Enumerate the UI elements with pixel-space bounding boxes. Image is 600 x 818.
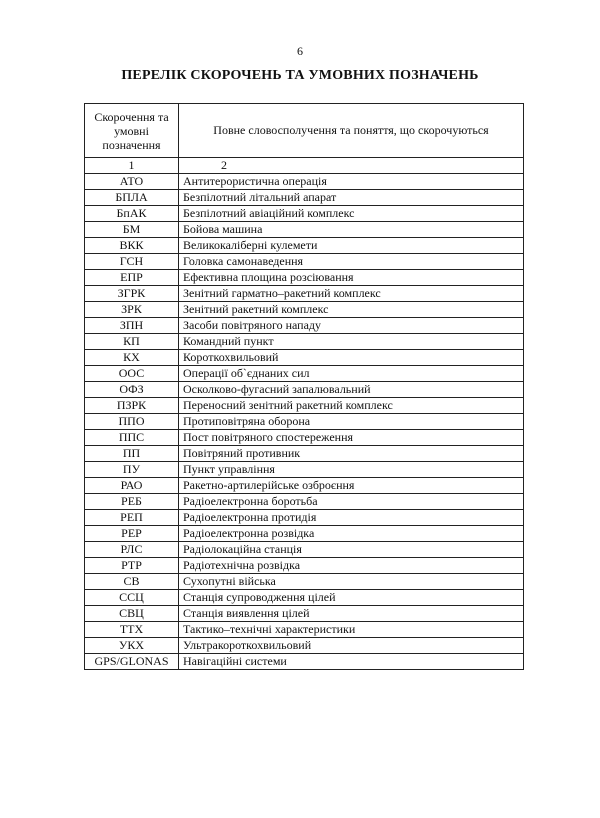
full-term-cell: Сухопутні війська: [179, 574, 524, 590]
table-row: [85, 430, 524, 446]
abbreviation-cell: ЗПН: [85, 318, 179, 334]
abbreviation-cell: ППО: [85, 414, 179, 430]
abbreviation-cell: РТР: [85, 558, 179, 574]
abbreviation-cell: СВ: [85, 574, 179, 590]
table-row: [85, 382, 524, 398]
abbreviation-cell: ЗГРК: [85, 286, 179, 302]
abbreviation-cell: РАО: [85, 478, 179, 494]
header-full-term: Повне словосполучення та поняття, що скорочуються: [179, 104, 524, 158]
table-row: [85, 350, 524, 366]
abbreviation-cell: ПУ: [85, 462, 179, 478]
table-row: [85, 462, 524, 478]
full-term-cell: Короткохвильовий: [179, 350, 524, 366]
column-numbering-row: [85, 158, 524, 174]
full-term-cell: Ефективна площина розсіювання: [179, 270, 524, 286]
table-row: [85, 206, 524, 222]
full-term-cell: Повітряний противник: [179, 446, 524, 462]
table-header-row: [85, 104, 524, 158]
abbreviation-cell: ВКК: [85, 238, 179, 254]
table-body: [85, 174, 524, 670]
abbreviation-cell: КП: [85, 334, 179, 350]
table-row: [85, 334, 524, 350]
header-abbreviation: Скорочення та умовні позначення: [85, 104, 179, 158]
full-term-cell: Пункт управління: [179, 462, 524, 478]
table-row: [85, 286, 524, 302]
table-row: [85, 318, 524, 334]
abbreviation-cell: ЗРК: [85, 302, 179, 318]
page-title: ПЕРЕЛІК СКОРОЧЕНЬ ТА УМОВНИХ ПОЗНАЧЕНЬ: [121, 68, 479, 83]
abbreviation-cell: АТО: [85, 174, 179, 190]
abbreviation-cell: ПП: [85, 446, 179, 462]
full-term-cell: Тактико–технічні характеристики: [179, 622, 524, 638]
abbreviation-cell: ПЗРК: [85, 398, 179, 414]
table-row: [85, 222, 524, 238]
abbreviations-table: [84, 103, 524, 670]
full-term-cell: Станція супроводження цілей: [179, 590, 524, 606]
table-row: [85, 590, 524, 606]
table-row: [85, 542, 524, 558]
abbreviation-cell: ССЦ: [85, 590, 179, 606]
table-row: [85, 398, 524, 414]
full-term-cell: Радіолокаційна станція: [179, 542, 524, 558]
abbreviation-cell: БпАК: [85, 206, 179, 222]
full-term-cell: Ракетно-артилерійське озброєння: [179, 478, 524, 494]
full-term-cell: Великокаліберні кулемети: [179, 238, 524, 254]
abbreviation-cell: ЕПР: [85, 270, 179, 286]
abbreviation-cell: ППС: [85, 430, 179, 446]
table-row: [85, 654, 524, 670]
abbreviation-cell: РЕП: [85, 510, 179, 526]
abbreviation-cell: ГСН: [85, 254, 179, 270]
full-term-cell: Протиповітряна оборона: [179, 414, 524, 430]
abbreviation-cell: УКХ: [85, 638, 179, 654]
column-number-1: 1: [85, 158, 179, 174]
table-row: [85, 574, 524, 590]
full-term-cell: Зенітний гарматно–ракетний комплекс: [179, 286, 524, 302]
abbreviation-cell: БМ: [85, 222, 179, 238]
full-term-cell: Радіотехнічна розвідка: [179, 558, 524, 574]
table-row: [85, 622, 524, 638]
full-term-cell: Станція виявлення цілей: [179, 606, 524, 622]
abbreviation-cell: GPS/GLONAS: [85, 654, 179, 670]
table-row: [85, 494, 524, 510]
table-row: [85, 478, 524, 494]
abbreviation-cell: РЕР: [85, 526, 179, 542]
abbreviation-cell: ОФЗ: [85, 382, 179, 398]
full-term-cell: Бойова машина: [179, 222, 524, 238]
page-number: 6: [297, 44, 303, 58]
abbreviation-cell: РЕБ: [85, 494, 179, 510]
table-row: [85, 190, 524, 206]
full-term-cell: Операції об`єднаних сил: [179, 366, 524, 382]
abbreviation-cell: КХ: [85, 350, 179, 366]
table-row: [85, 270, 524, 286]
abbreviation-cell: РЛС: [85, 542, 179, 558]
full-term-cell: Радіоелектронна протидія: [179, 510, 524, 526]
abbreviation-cell: ТТХ: [85, 622, 179, 638]
table-row: [85, 526, 524, 542]
full-term-cell: Пост повітряного спостереження: [179, 430, 524, 446]
full-term-cell: Безпілотний авіаційний комплекс: [179, 206, 524, 222]
abbreviation-cell: СВЦ: [85, 606, 179, 622]
table-row: [85, 238, 524, 254]
table-row: [85, 558, 524, 574]
column-number-2: 2: [179, 158, 524, 174]
table-row: [85, 446, 524, 462]
table-row: [85, 302, 524, 318]
table-row: [85, 510, 524, 526]
table-row: [85, 254, 524, 270]
full-term-cell: Командний пункт: [179, 334, 524, 350]
full-term-cell: Навігаційні системи: [179, 654, 524, 670]
full-term-cell: Радіоелектронна боротьба: [179, 494, 524, 510]
full-term-cell: Головка самонаведення: [179, 254, 524, 270]
full-term-cell: Ультракороткохвильовий: [179, 638, 524, 654]
table-row: [85, 638, 524, 654]
full-term-cell: Зенітний ракетний комплекс: [179, 302, 524, 318]
full-term-cell: Осколково-фугасний запалювальний: [179, 382, 524, 398]
table-row: [85, 414, 524, 430]
full-term-cell: Безпілотний літальний апарат: [179, 190, 524, 206]
full-term-cell: Радіоелектронна розвідка: [179, 526, 524, 542]
full-term-cell: Засоби повітряного нападу: [179, 318, 524, 334]
full-term-cell: Антитерористична операція: [179, 174, 524, 190]
abbreviation-cell: ООС: [85, 366, 179, 382]
full-term-cell: Переносний зенітний ракетний комплекс: [179, 398, 524, 414]
table-row: [85, 366, 524, 382]
abbreviation-cell: БПЛА: [85, 190, 179, 206]
table-row: [85, 174, 524, 190]
table-row: [85, 606, 524, 622]
